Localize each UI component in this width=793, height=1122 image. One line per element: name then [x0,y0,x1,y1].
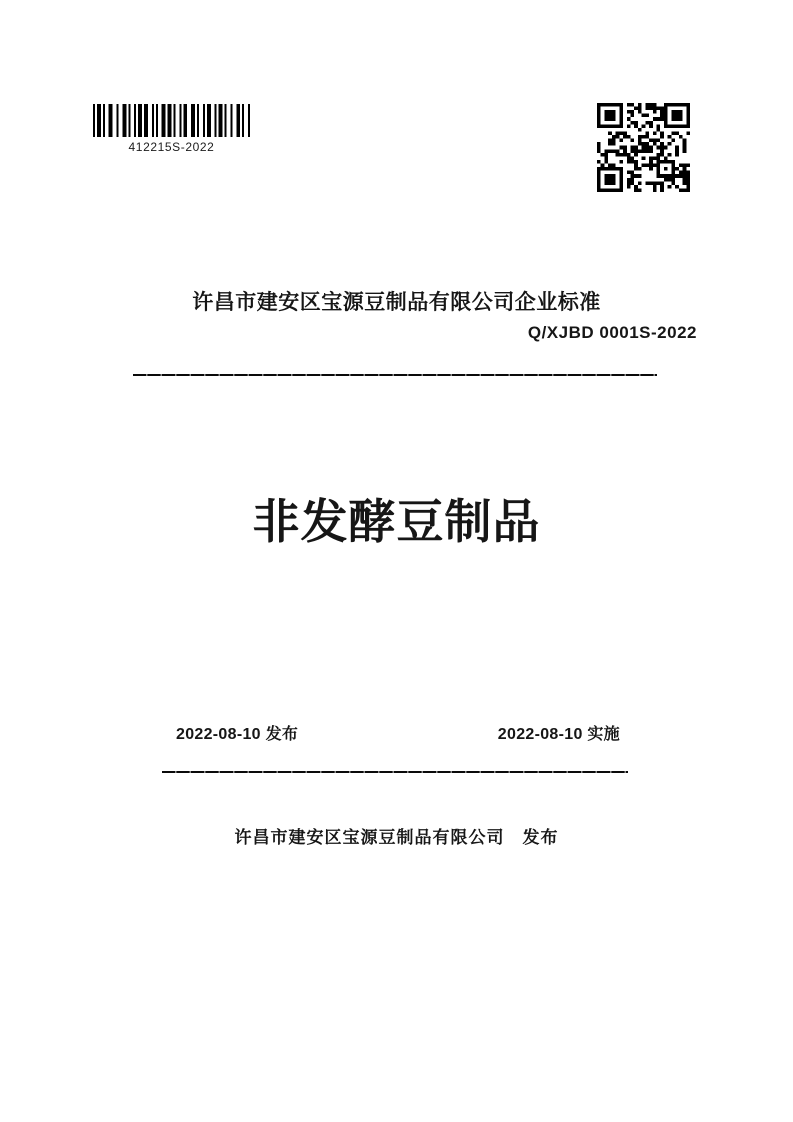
document-title: 非发酵豆制品 [252,495,541,548]
publisher-line: 许昌市建安区宝源豆制品有限公司 发布 [234,828,559,847]
qr-code-icon [597,103,690,192]
implement-date-label: 2022-08-10 实施 [497,726,620,743]
divider-top [133,374,657,376]
barcode-label: 412215S-2022 [128,140,215,154]
date-row [176,721,620,744]
barcode-icon [93,104,250,137]
divider-bottom [162,771,628,773]
standard-number: Q/XJBD 0001S-2022 [527,323,697,342]
barcode [93,104,250,154]
company-standard-title: 许昌市建安区宝源豆制品有限公司企业标准 [192,291,601,314]
issue-date-label: 2022-08-10 发布 [176,726,299,743]
